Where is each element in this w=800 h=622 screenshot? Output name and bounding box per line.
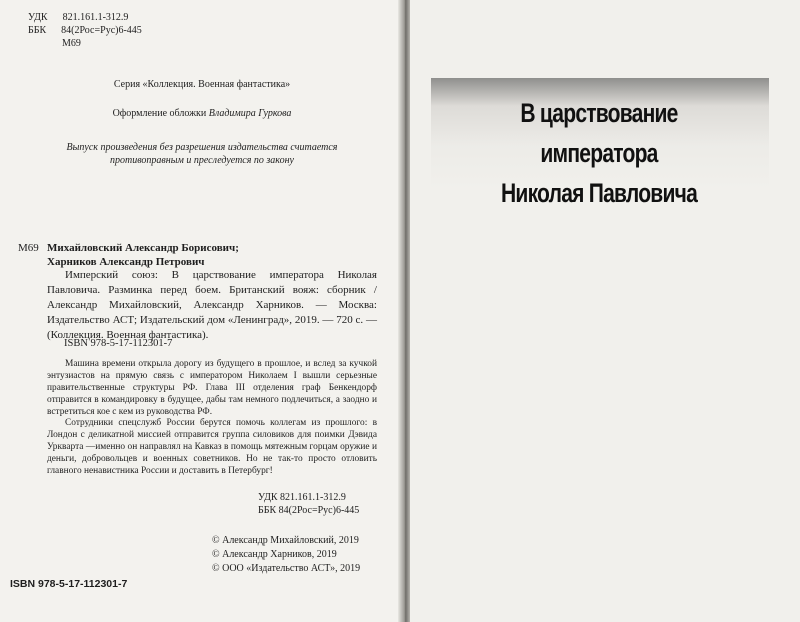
code-header: М69: [62, 38, 81, 49]
isbn-inline: ISBN 978-5-17-112301-7: [64, 338, 173, 349]
bibliographic-description: Имперский союз: В царствование императора Николая Павловича. Разминка перед боем. Британский вояж: сборник / Александр Михайловский, Александр Харников. — Москва: Издательство АСТ; Издательский дом «Ленинград», 2019. — 720 с. — (Коллекция. Военная фантастика).: [47, 269, 377, 341]
bbk-header: [28, 25, 142, 36]
author-2: Харников Александр Петрович: [47, 256, 205, 268]
warning-line-1: Выпуск произведения без разрешения издательства считается: [66, 142, 338, 153]
copyright-3: © ООО «Издательство АСТ», 2019: [212, 563, 361, 574]
annotation-paragraph-2: Сотрудники спецслужб России берутся помочь коллегам из прошлого: в Лондон с деликатной миссией отправится группа силовиков для поимки Дэвида Уркварта —именно он направлял на Кавказ в помощь мятежным горцам оружие и деньги, добровольцев и военных советников. Но не так-то просто отловить главного ненавистника России и доставить в Петербург!: [47, 418, 377, 476]
isbn-bottom: ISBN 978-5-17-112301-7: [10, 578, 128, 590]
bbk-label: ББК: [28, 25, 47, 36]
cover-prefix: Оформление обложки: [112, 108, 209, 119]
catalog-code: М69: [18, 242, 39, 254]
series-line: Серия «Коллекция. Военная фантастика»: [113, 79, 291, 90]
udk-header: [28, 12, 128, 23]
annotation-paragraph-1: Машина времени открыла дорогу из будущего в прошлое, и вслед за кучкой энтузиастов на прямую связь с императором Николаем I вышли серьезные правительственные структуры РФ. Глава III отделения граф Бенкендорф отправится в командировку в будущее, дабы там немного подлечиться, а заодно и встретиться кое с кем из руководства РФ.: [47, 359, 377, 417]
title-line-1: В царствование императора: [520, 98, 678, 168]
bbk-value: 84(2Рос=Рус)6-445: [61, 25, 142, 36]
cover-artist: Владимира Гуркова: [208, 108, 292, 119]
title-line-2: Николая Павловича: [500, 178, 698, 208]
copyright-2: © Александр Харников, 2019: [212, 549, 337, 560]
bbk-bottom: ББК 84(2Рос=Рус)6-445: [258, 505, 360, 516]
udk-label: УДК: [28, 12, 48, 23]
cover-credit: [0, 108, 404, 119]
warning-line-2: противоправным и преследуется по закону: [109, 155, 294, 166]
copyright-1: © Александр Михайловский, 2019: [212, 535, 359, 546]
udk-value: 821.161.1-312.9: [62, 12, 129, 23]
book-title: [471, 93, 727, 213]
author-1: Михайловский Александр Борисович;: [47, 242, 239, 254]
udk-bottom: УДК 821.161.1-312.9: [258, 492, 346, 503]
